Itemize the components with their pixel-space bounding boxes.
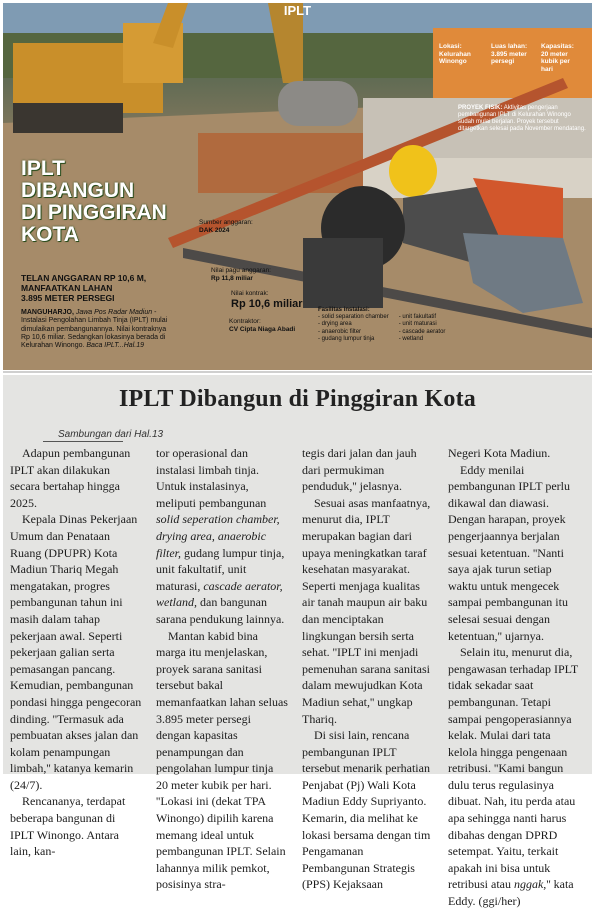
article-column-4 — [448, 445, 580, 910]
info-lokasi-line: Winongo — [439, 58, 467, 65]
tag-pagu-value: Rp 11,8 miliar — [211, 274, 253, 282]
paragraph: Di sisi lain, rencana pembangunan IPLT tersebut menarik perhatian Penjabat (Pj) Wali Kota Madiun Eddy Supriyanto. Kemarin, dia melihat ke lokasi bersama dengan tim Pengamanan Pembangunan Strategis (PPS) Kejaksaan — [302, 728, 431, 892]
caption-dateline: MANGUHARJO, — [21, 309, 74, 316]
tag-pagu-label: Nilai pagu anggaran: — [211, 267, 271, 274]
tag-kontrak-label: Nilai kontrak: — [231, 290, 269, 297]
fasilitas-item: - gudang lumpur tinja — [318, 336, 389, 343]
italic-run: cascade aerator, wetland, — [156, 578, 283, 610]
paragraph: tegis dari jalan dan jauh dari permukiman penduduk,'' jelasnya. — [302, 446, 417, 494]
fasilitas-list-left — [318, 314, 389, 343]
article-title: IPLT Dibangun di Pinggiran Kota — [119, 386, 476, 412]
continued-from-label: Sambungan dari Hal.13 — [58, 429, 164, 440]
paragraph: Eddy menilai pembangunan IPLT perlu dikawal dan diawasi. Dengan harapan, proyek pengerjaannya berjalan sesuai ketentuan. ''Nanti saya ajak turun setiap waktu untuk mengecek sampai pembangunan itu selesai sesuai dengan ketentuan,'' ujarnya. — [448, 462, 570, 643]
photo-headline — [21, 158, 181, 246]
info-kapasitas-line: hari — [541, 65, 553, 73]
continued-rule — [43, 441, 123, 442]
tag-kontraktor — [229, 318, 295, 333]
photo-top-label: IPLT — [283, 3, 312, 18]
info-lokasi-line: Kelurahan — [439, 50, 471, 58]
fasilitas-item: - unit fakultatif — [399, 314, 446, 321]
info-luas — [491, 43, 527, 66]
headline-line-3: DI PINGGIRAN — [21, 201, 167, 224]
proyek-caption-text: Aktivitas pengerjaan pembangunan IPLT di Kelurahan Winongo sudah mulai berjalan. Proyek tersebut ditargetkan selesai pada November mendatang. — [458, 105, 586, 132]
headline-line-2: DIBANGUN — [21, 179, 135, 202]
italic-run: nggak, — [513, 877, 547, 892]
paragraph — [156, 445, 288, 628]
subheadline-line-1: TELAN ANGGARAN RP 10,6 M, — [21, 273, 147, 283]
fasilitas-item: - drying area — [318, 321, 389, 328]
photo-subheadline — [21, 273, 191, 303]
headline-line-4: KOTA — [21, 223, 79, 246]
tag-kontrak-value: Rp 10,6 miliar — [231, 297, 303, 310]
tag-sumber-value: DAK 2024 — [199, 226, 230, 234]
subheadline-line-2: MANFAATKAN LAHAN — [21, 283, 113, 293]
caption-continue-link[interactable]: Baca IPLT...Hal.19 — [86, 342, 144, 350]
text-run: gudang lumpur tinja, unit fakultatif, unit maturasi, — [156, 545, 285, 593]
tag-kontraktor-label: Kontraktor: — [229, 318, 261, 325]
fasilitas-item: - cascade aerator — [399, 329, 446, 336]
info-kapasitas — [541, 43, 574, 73]
info-kapasitas-line: 20 meter — [541, 50, 568, 58]
article-column-1 — [10, 445, 142, 860]
fasilitas-item: - wetland — [399, 336, 446, 343]
article-column-3 — [302, 445, 434, 893]
fasilitas-item: - unit maturasi — [399, 321, 446, 328]
section-divider — [3, 371, 592, 373]
caption-text: - Instalasi Pengolahan Limbah Tinja (IPLT) mulai dimulaikan pembangunannya. Nilai kontraknya Rp 10,6 miliar. Sedangkan lokasinya berada di Kelurahan Winongo. — [21, 309, 168, 350]
info-lokasi — [439, 43, 471, 66]
tag-nilai-kontrak — [231, 290, 303, 310]
caption-source: Jawa Pos Radar Madiun — [75, 309, 153, 316]
paragraph: Adapun pembangunan IPLT akan dilakukan secara bertahap hingga 2025. — [10, 446, 131, 510]
proyek-caption — [458, 105, 588, 133]
text-run: dan bangunan sarana pendukung lainnya. — [156, 595, 285, 626]
paragraph: Kepala Dinas Pekerjaan Umum dan Penataan Ruang (DPUPR) Kota Madiun Thariq Megah mengatakan, progres pembangunan tahun ini masih dalam tahap pekerjaan awal. Seperti pekerjaan galian serta pemasangan pancang. Kemudian, pembangunan pondasi hingga pengecoran dinding. ''Termasuk ada pembuatan akses jalan dan kolam penampungan limbah,'' katanya kemarin (24/7). — [10, 512, 142, 792]
text-run: Selain itu, menurut dia, pengawasan terhadap IPLT tidak sekadar saat pembangunan. Tetapi sampai pengoperasiannya kelak. Mulai dari tata kelola hingga pengenaan retribusi. ''Kami bangun dulu terus regulasinya dibuat. Nah, itu perda atau apa sehingga nanti harus dibahas dengan DPRD setempat. Yaitu, terkait apakah ini bisa untuk retribusi atau — [448, 645, 578, 892]
article-column-2 — [156, 445, 288, 893]
fasilitas-heading: Fasilitas instalasi: — [318, 307, 370, 313]
article-photo — [3, 3, 592, 370]
info-kapasitas-line: kubik per — [541, 58, 570, 65]
fasilitas-item: - solid separation chamber — [318, 314, 389, 321]
tag-sumber-label: Sumber anggaran: — [199, 219, 253, 226]
proyek-caption-lead: PROYEK FISIK: — [458, 105, 503, 111]
subheadline-line-3: 3.895 METER PERSEGI — [21, 293, 115, 303]
info-luas-line: 3.895 meter — [491, 50, 527, 58]
paragraph: Rencananya, terdapat beberapa bangunan di IPLT Winongo. Antara lain, kan- — [10, 794, 126, 859]
photo-caption — [21, 309, 171, 350]
paragraph: Sesuai asas manfaatnya, menurut dia, IPLT merupakan bagian dari upaya meningkatkan taraf kesehatan masyarakat. Seperti menjaga kualitas air tanah maupun air baku dan menciptakan lingkungan bersih serta sehat. ''IPLT ini menjadi pemenuhan sarana sanitasi dalam mewujudkan Kota Madiun sehat,'' ungkap Thariq. — [302, 495, 431, 726]
fasilitas-list-right — [399, 314, 446, 343]
text-run: tor operasional dan instalasi limbah tinja. Untuk instalasinya, meliputi pembangunan — [156, 446, 267, 510]
tag-kontraktor-value: CV Cipta Niaga Abadi — [229, 325, 296, 333]
tag-pagu-anggaran — [211, 267, 271, 282]
headline-line-1: IPLT — [21, 157, 65, 180]
italic-run: solid seperation chamber, drying area, anaerobic filter, — [156, 512, 280, 560]
tag-sumber-anggaran — [199, 219, 253, 234]
info-luas-label: Luas lahan: — [491, 43, 528, 50]
paragraph: Mantan kabid bina marga itu menjelaskan, proyek sarana sanitasi tersebut bakal memanfaatkan lahan seluas 3.895 meter persegi dengan kapasitas penampungan dan pengolahan lumpur tinja 20 meter kubik per hari. ''Lokasi ini (dekat TPA Winongo) dipilih karena memang ideal untuk pembangunan IPLT. Selain lahannya milik pemkot, posisinya stra- — [156, 628, 288, 892]
info-kapasitas-label: Kapasitas: — [541, 43, 574, 50]
fasilitas-instalasi — [318, 307, 445, 343]
fasilitas-item: - anaerobic filter — [318, 329, 389, 336]
info-luas-line: persegi — [491, 58, 515, 65]
text-run: '' kata Eddy. (ggi/her) — [448, 877, 574, 909]
info-lokasi-label: Lokasi: — [439, 43, 462, 50]
paragraph: Negeri Kota Madiun. — [448, 446, 551, 460]
article-clipping — [3, 375, 592, 909]
